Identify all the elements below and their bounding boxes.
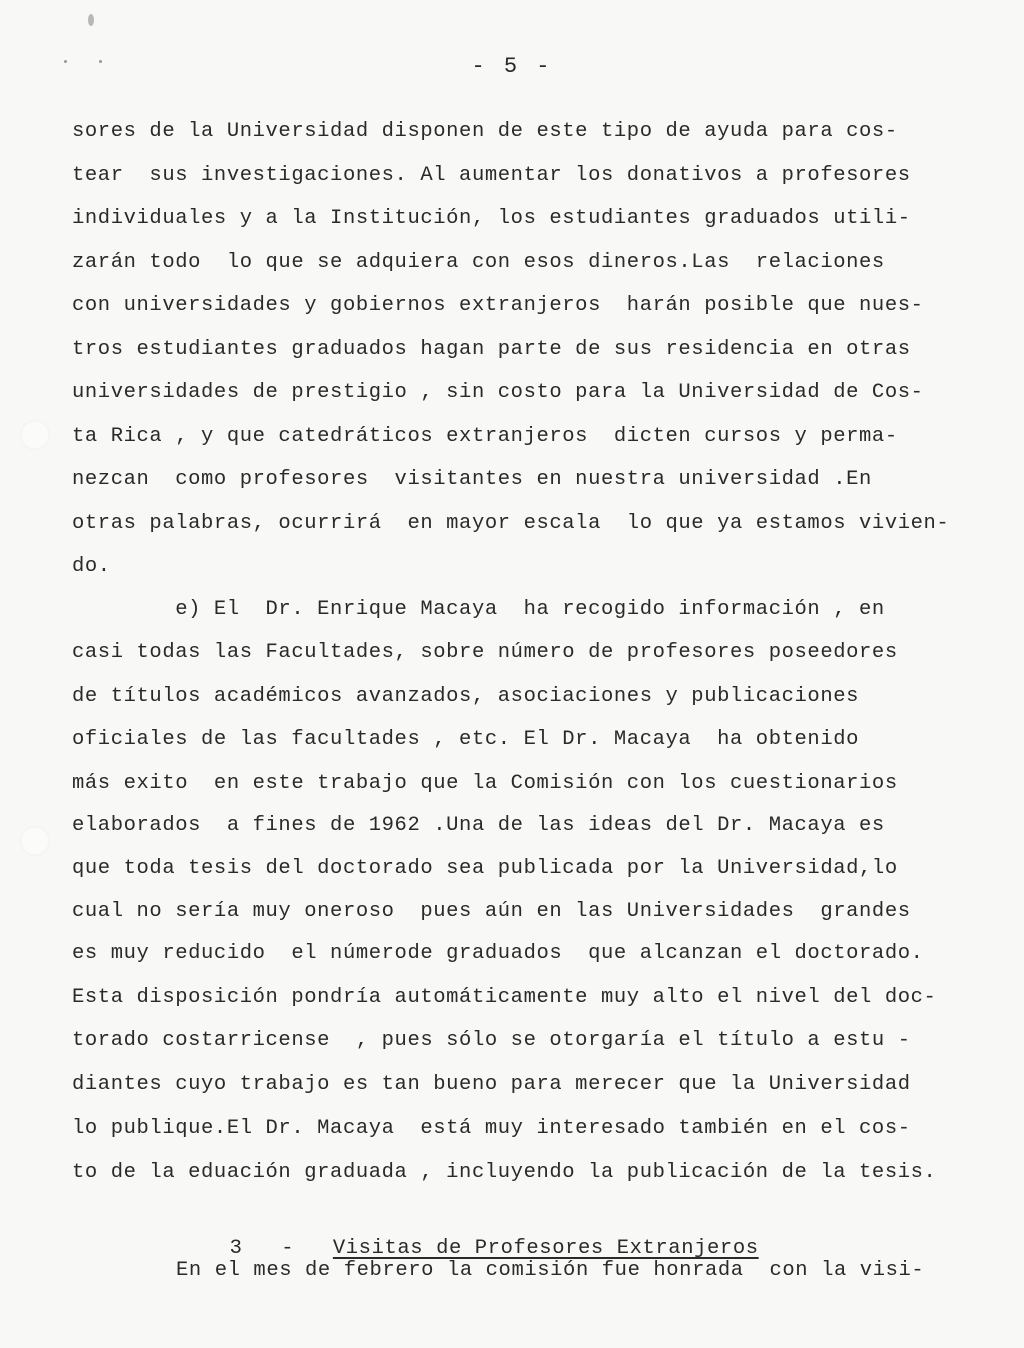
text-line: Esta disposición pondría automáticamente muy alto el nivel del doc- [72, 986, 937, 1009]
text-line: otras palabras, ocurrirá en mayor escala lo que ya estamos vivien- [72, 512, 950, 535]
page-number: - 5 - [471, 54, 553, 79]
punch-hole [20, 420, 50, 450]
section-dash: - [281, 1237, 295, 1260]
text-line: casi todas las Facultades, sobre número de profesores poseedores [72, 641, 898, 664]
paper-speck [88, 14, 94, 26]
section-title: Visitas de Profesores Extranjeros [332, 1237, 759, 1260]
text-line: tear sus investigaciones. Al aumentar los donativos a profesores [72, 164, 911, 187]
text-line: zarán todo lo que se adquiera con esos dineros.Las relaciones [72, 251, 885, 274]
text-line: ta Rica , y que catedráticos extranjeros dicten cursos y perma- [72, 425, 898, 448]
text-line: sores de la Universidad disponen de este tipo de ayuda para cos- [72, 120, 898, 143]
text-line: diantes cuyo trabajo es tan bueno para merecer que la Universidad [72, 1073, 911, 1096]
text-line: es muy reducido el númerode graduados que alcanzan el doctorado. [72, 942, 924, 965]
text-line: nezcan como profesores visitantes en nuestra universidad .En [72, 468, 872, 491]
text-line: más exito en este trabajo que la Comisión con los cuestionarios [72, 772, 898, 795]
text-line: universidades de prestigio , sin costo para la Universidad de Cos- [72, 381, 924, 404]
text-line: lo publique.El Dr. Macaya está muy interesado también en el cos- [72, 1117, 911, 1140]
text-line: individuales y a la Institución, los estudiantes graduados utili- [72, 207, 911, 230]
text-line: to de la eduación graduada , incluyendo la publicación de la tesis. [72, 1161, 937, 1184]
punch-hole [20, 826, 50, 856]
text-line: que toda tesis del doctorado sea publicada por la Universidad,lo [72, 857, 898, 880]
text-line: elaborados a fines de 1962 .Una de las ideas del Dr. Macaya es [72, 814, 885, 837]
text-line: de títulos académicos avanzados, asociaciones y publicaciones [72, 685, 860, 708]
text-line: e) El Dr. Enrique Macaya ha recogido información , en [72, 598, 885, 621]
section-number: 3 [229, 1237, 243, 1260]
text-line: torado costarricense , pues sólo se otorgaría el título a estu - [72, 1029, 911, 1052]
text-line: do. [72, 555, 111, 578]
text-line: tros estudiantes graduados hagan parte de sus residencia en otras [72, 338, 911, 361]
text-line: con universidades y gobiernos extranjeros harán posible que nues- [72, 294, 924, 317]
text-line: oficiales de las facultades , etc. El Dr. Macaya ha obtenido [72, 728, 860, 751]
text-line: cual no sería muy oneroso pues aún en las Universidades grandes [72, 900, 911, 923]
text-line-last: En el mes de febrero la comisión fue honrada con la visi- [176, 1259, 925, 1282]
